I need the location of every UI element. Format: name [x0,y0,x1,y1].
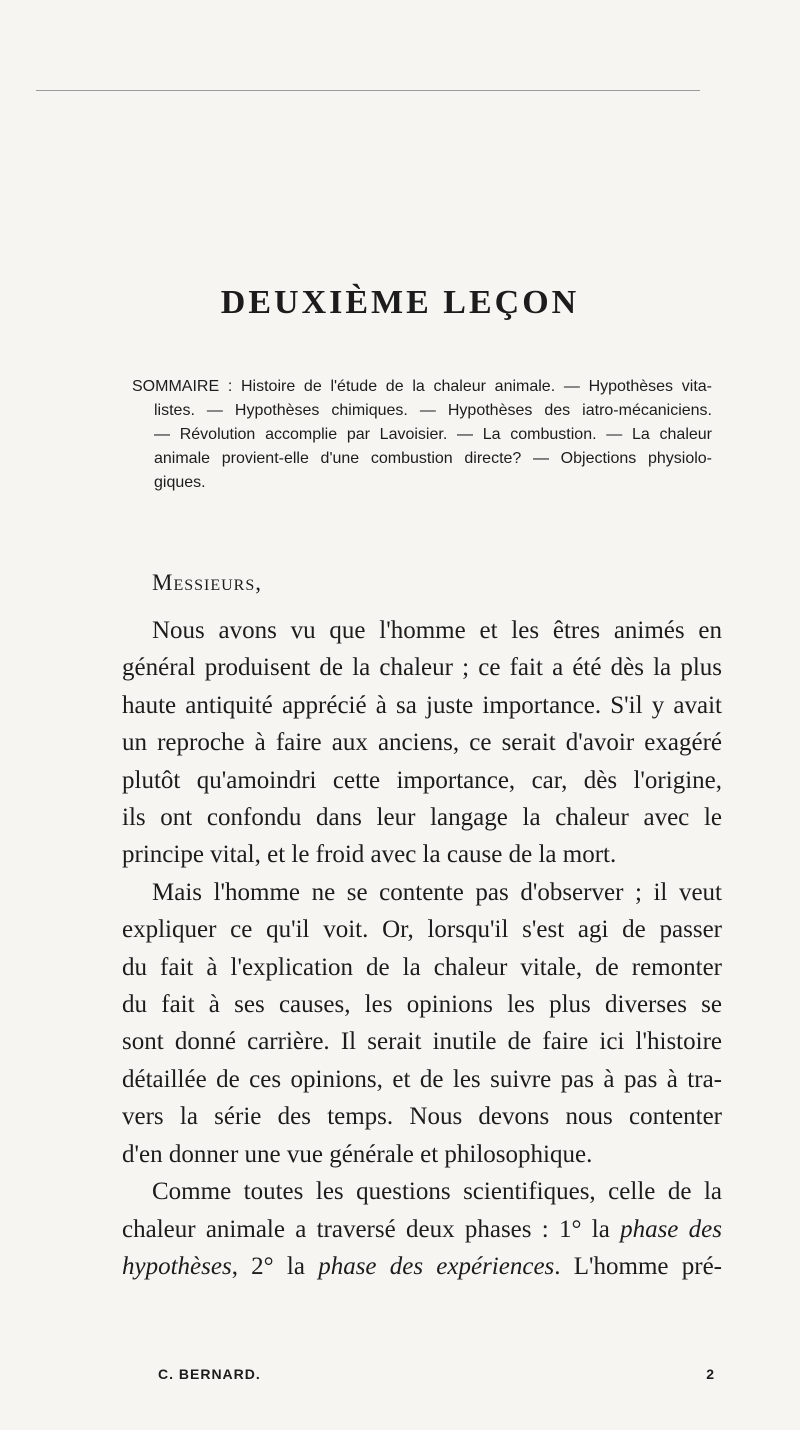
body-line: Comme toutes les questions scientifiques, celle de la [152,1178,722,1206]
summary [132,375,712,495]
body-line [122,1248,722,1285]
summary-line: — Révolution accomplie par Lavoisier. — La combustion. — La chaleur [154,426,712,443]
body-line: du fait à ses causes, les opinions les plus diverses se [122,991,722,1019]
body-line: sont donné carrière. Il serait inutile de faire ici l'histoire [122,1028,722,1056]
body-line: vers la série des temps. Nous devons nous contenter [122,1103,722,1131]
body-line-text: . L'homme pré- [554,1252,722,1280]
body-line: détaillée de ces opinions, et de les suivre pas à pas à tra- [122,1065,722,1093]
body-line: d'en donner une vue générale et philosophique. [122,1140,593,1168]
body-line: plutôt qu'amoindri cette importance, car, dès l'origine, [122,766,722,794]
page-title: DEUXIÈME LEÇON [220,284,580,321]
top-rule [36,90,700,91]
body-line: haute antiquité apprécié à sa juste importance. S'il y avait [122,691,722,719]
page-number: 2 [706,1366,714,1382]
summary-line: giques. [154,474,206,491]
summary-line: animale provient-elle d'une combustion directe? — Objections physiolo- [154,450,712,467]
body-line: Mais l'homme ne se contente pas d'observer ; il veut [152,878,722,906]
body-line: du fait à l'explication de la chaleur vitale, de remonter [122,953,722,981]
salutation: Messieurs, [152,570,262,595]
body-line-text: chaleur animale a traversé deux phases : 1° la [122,1215,621,1243]
body-line: expliquer ce qu'il voit. Or, lorsqu'il s'est agi de passer [122,916,722,944]
body-line: ils ont confondu dans leur langage la chaleur avec le [122,804,722,832]
body-text [122,612,722,1285]
body-line-text: , 2° la [231,1252,319,1280]
body-line: principe vital, et le froid avec la cause de la mort. [122,841,617,869]
body-line: général produisent de la chaleur ; ce fait a été dès la plus [122,654,722,682]
italic-phrase: phase des expériences [318,1252,555,1280]
italic-phrase: hypothèses [122,1252,232,1280]
body-line: un reproche à faire aux anciens, ce serait d'avoir exagéré [122,729,722,757]
summary-line: listes. — Hypothèses chimiques. — Hypothèses des iatro-mécaniciens. [154,402,712,419]
italic-phrase: phase des [620,1215,722,1243]
author-signature: C. BERNARD. [158,1366,261,1382]
summary-line: SOMMAIRE : Histoire de l'étude de la chaleur animale. — Hypothèses vita- [132,378,712,395]
body-line: Nous avons vu que l'homme et les êtres animés en [152,617,722,644]
body-line [122,1211,722,1248]
